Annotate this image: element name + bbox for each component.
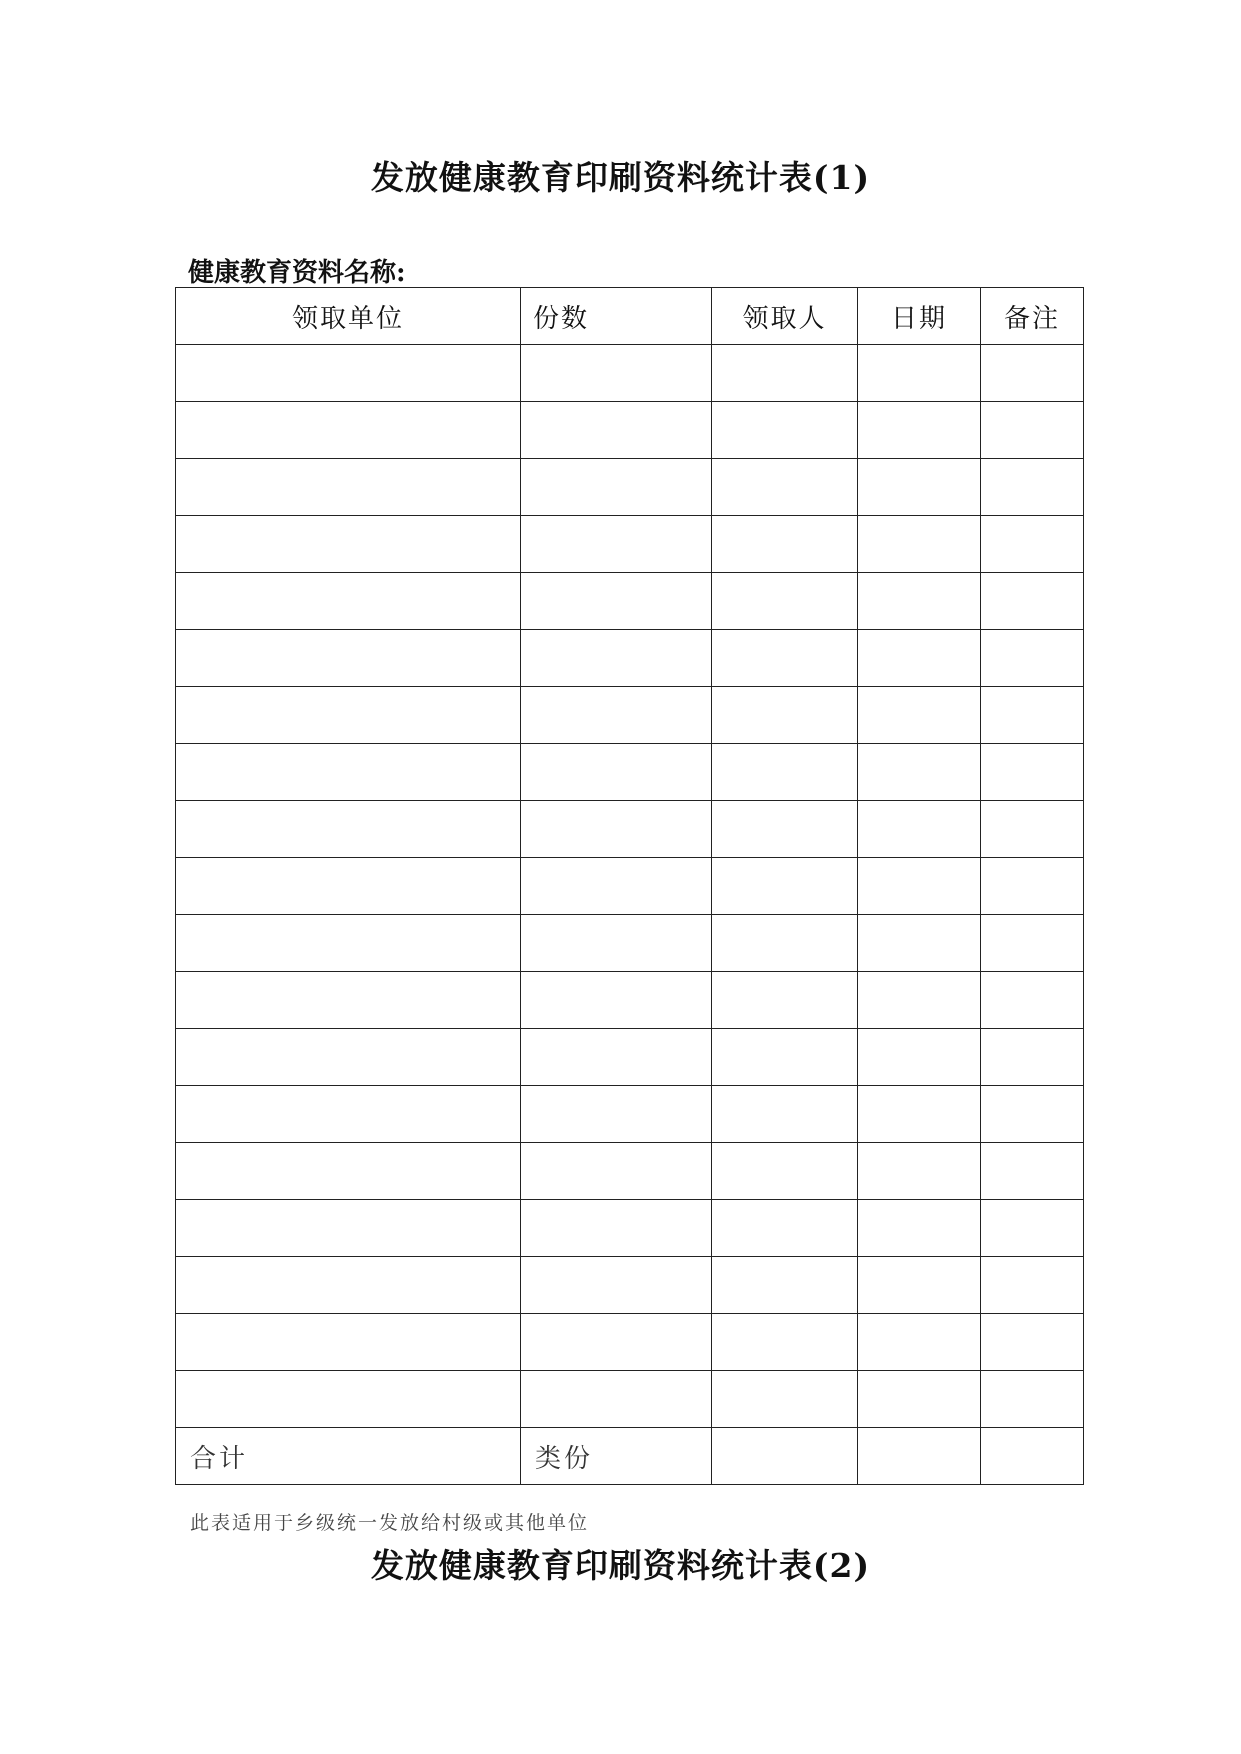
total-label-cell: 合计 — [176, 1428, 521, 1485]
copies-cell[interactable] — [521, 630, 712, 687]
remarks-cell[interactable] — [981, 1029, 1084, 1086]
copies-cell[interactable] — [521, 459, 712, 516]
table-row — [176, 858, 1084, 915]
copies-cell[interactable] — [521, 1371, 712, 1428]
recipient-cell[interactable] — [712, 573, 858, 630]
table-row — [176, 1086, 1084, 1143]
date-cell[interactable] — [858, 1086, 981, 1143]
recipient-cell[interactable] — [712, 459, 858, 516]
date-cell[interactable] — [858, 459, 981, 516]
total-recipient-cell[interactable] — [712, 1428, 858, 1485]
date-cell[interactable] — [858, 402, 981, 459]
table-row — [176, 1143, 1084, 1200]
recipient-cell[interactable] — [712, 402, 858, 459]
distribution-stats-table — [175, 287, 1084, 1485]
date-cell[interactable] — [858, 1314, 981, 1371]
remarks-cell[interactable] — [981, 402, 1084, 459]
copies-cell[interactable] — [521, 402, 712, 459]
recipient-unit-cell[interactable] — [176, 1029, 521, 1086]
recipient-cell[interactable] — [712, 1314, 858, 1371]
column-header-date: 日期 — [858, 288, 981, 345]
table-row — [176, 915, 1084, 972]
date-cell[interactable] — [858, 1029, 981, 1086]
table-row — [176, 1314, 1084, 1371]
table-row — [176, 687, 1084, 744]
copies-cell[interactable] — [521, 1200, 712, 1257]
total-date-cell[interactable] — [858, 1428, 981, 1485]
remarks-cell[interactable] — [981, 345, 1084, 402]
remarks-cell[interactable] — [981, 1314, 1084, 1371]
recipient-unit-cell[interactable] — [176, 630, 521, 687]
recipient-unit-cell[interactable] — [176, 858, 521, 915]
recipient-cell[interactable] — [712, 1143, 858, 1200]
table-row — [176, 1371, 1084, 1428]
date-cell[interactable] — [858, 1143, 981, 1200]
recipient-cell[interactable] — [712, 915, 858, 972]
copies-cell[interactable] — [521, 858, 712, 915]
copies-cell[interactable] — [521, 516, 712, 573]
remarks-cell[interactable] — [981, 915, 1084, 972]
copies-cell[interactable] — [521, 915, 712, 972]
recipient-unit-cell[interactable] — [176, 1200, 521, 1257]
recipient-unit-cell[interactable] — [176, 915, 521, 972]
recipient-cell[interactable] — [712, 1200, 858, 1257]
date-cell[interactable] — [858, 1257, 981, 1314]
total-row — [176, 1428, 1084, 1485]
date-cell[interactable] — [858, 345, 981, 402]
copies-cell[interactable] — [521, 1143, 712, 1200]
recipient-cell[interactable] — [712, 687, 858, 744]
remarks-cell[interactable] — [981, 1257, 1084, 1314]
recipient-unit-cell[interactable] — [176, 1143, 521, 1200]
table-row — [176, 1029, 1084, 1086]
date-cell[interactable] — [858, 630, 981, 687]
table-row — [176, 972, 1084, 1029]
remarks-cell[interactable] — [981, 630, 1084, 687]
date-cell[interactable] — [858, 801, 981, 858]
recipient-cell[interactable] — [712, 1257, 858, 1314]
table-row — [176, 630, 1084, 687]
date-cell[interactable] — [858, 972, 981, 1029]
date-cell[interactable] — [858, 1200, 981, 1257]
recipient-cell[interactable] — [712, 801, 858, 858]
table-row — [176, 459, 1084, 516]
remarks-cell[interactable] — [981, 573, 1084, 630]
remarks-cell[interactable] — [981, 687, 1084, 744]
total-copies-cell: 类份 — [521, 1428, 712, 1485]
recipient-cell[interactable] — [712, 516, 858, 573]
recipient-cell[interactable] — [712, 1029, 858, 1086]
copies-cell[interactable] — [521, 1086, 712, 1143]
material-name-label: 健康教育资料名称: — [188, 258, 406, 288]
remarks-cell[interactable] — [981, 801, 1084, 858]
date-cell[interactable] — [858, 744, 981, 801]
copies-cell[interactable] — [521, 801, 712, 858]
date-cell[interactable] — [858, 1371, 981, 1428]
table-1-title: 发放健康教育印刷资料统计表(1) — [370, 158, 871, 197]
remarks-cell[interactable] — [981, 858, 1084, 915]
copies-cell[interactable] — [521, 744, 712, 801]
remarks-cell[interactable] — [981, 1086, 1084, 1143]
remarks-cell[interactable] — [981, 972, 1084, 1029]
total-remarks-cell[interactable] — [981, 1428, 1084, 1485]
table-row — [176, 744, 1084, 801]
recipient-unit-cell[interactable] — [176, 516, 521, 573]
column-header-remarks: 备注 — [981, 288, 1084, 345]
date-cell[interactable] — [858, 687, 981, 744]
recipient-cell[interactable] — [712, 345, 858, 402]
date-cell[interactable] — [858, 915, 981, 972]
recipient-cell[interactable] — [712, 1086, 858, 1143]
recipient-unit-cell[interactable] — [176, 1371, 521, 1428]
table-row — [176, 345, 1084, 402]
recipient-unit-cell[interactable] — [176, 459, 521, 516]
recipient-unit-cell[interactable] — [176, 1314, 521, 1371]
column-header-recipient-unit: 领取单位 — [176, 288, 521, 345]
date-cell[interactable] — [858, 858, 981, 915]
recipient-cell[interactable] — [712, 630, 858, 687]
copies-cell[interactable] — [521, 972, 712, 1029]
recipient-cell[interactable] — [712, 858, 858, 915]
date-cell[interactable] — [858, 573, 981, 630]
table-row — [176, 573, 1084, 630]
recipient-unit-cell[interactable] — [176, 972, 521, 1029]
recipient-cell[interactable] — [712, 972, 858, 1029]
table-row — [176, 1257, 1084, 1314]
remarks-cell[interactable] — [981, 516, 1084, 573]
recipient-unit-cell[interactable] — [176, 687, 521, 744]
remarks-cell[interactable] — [981, 744, 1084, 801]
copies-cell[interactable] — [521, 687, 712, 744]
copies-cell[interactable] — [521, 345, 712, 402]
remarks-cell[interactable] — [981, 459, 1084, 516]
table-row — [176, 516, 1084, 573]
copies-cell[interactable] — [521, 1314, 712, 1371]
table-row — [176, 1200, 1084, 1257]
recipient-unit-cell[interactable] — [176, 345, 521, 402]
recipient-unit-cell[interactable] — [176, 1086, 521, 1143]
recipient-cell[interactable] — [712, 1371, 858, 1428]
date-cell[interactable] — [858, 516, 981, 573]
recipient-unit-cell[interactable] — [176, 801, 521, 858]
remarks-cell[interactable] — [981, 1143, 1084, 1200]
table-header-row — [176, 288, 1084, 345]
recipient-unit-cell[interactable] — [176, 744, 521, 801]
column-header-recipient: 领取人 — [712, 288, 858, 345]
remarks-cell[interactable] — [981, 1200, 1084, 1257]
remarks-cell[interactable] — [981, 1371, 1084, 1428]
table-body — [176, 345, 1084, 1428]
table-2-title: 发放健康教育印刷资料统计表(2) — [370, 1546, 871, 1585]
copies-cell[interactable] — [521, 1029, 712, 1086]
usage-note: 此表适用于乡级统一发放给村级或其他单位 — [190, 1512, 590, 1534]
recipient-unit-cell[interactable] — [176, 1257, 521, 1314]
recipient-cell[interactable] — [712, 744, 858, 801]
copies-cell[interactable] — [521, 1257, 712, 1314]
recipient-unit-cell[interactable] — [176, 402, 521, 459]
table-row — [176, 402, 1084, 459]
table-row — [176, 801, 1084, 858]
recipient-unit-cell[interactable] — [176, 573, 521, 630]
column-header-copies: 份数 — [521, 288, 712, 345]
copies-cell[interactable] — [521, 573, 712, 630]
